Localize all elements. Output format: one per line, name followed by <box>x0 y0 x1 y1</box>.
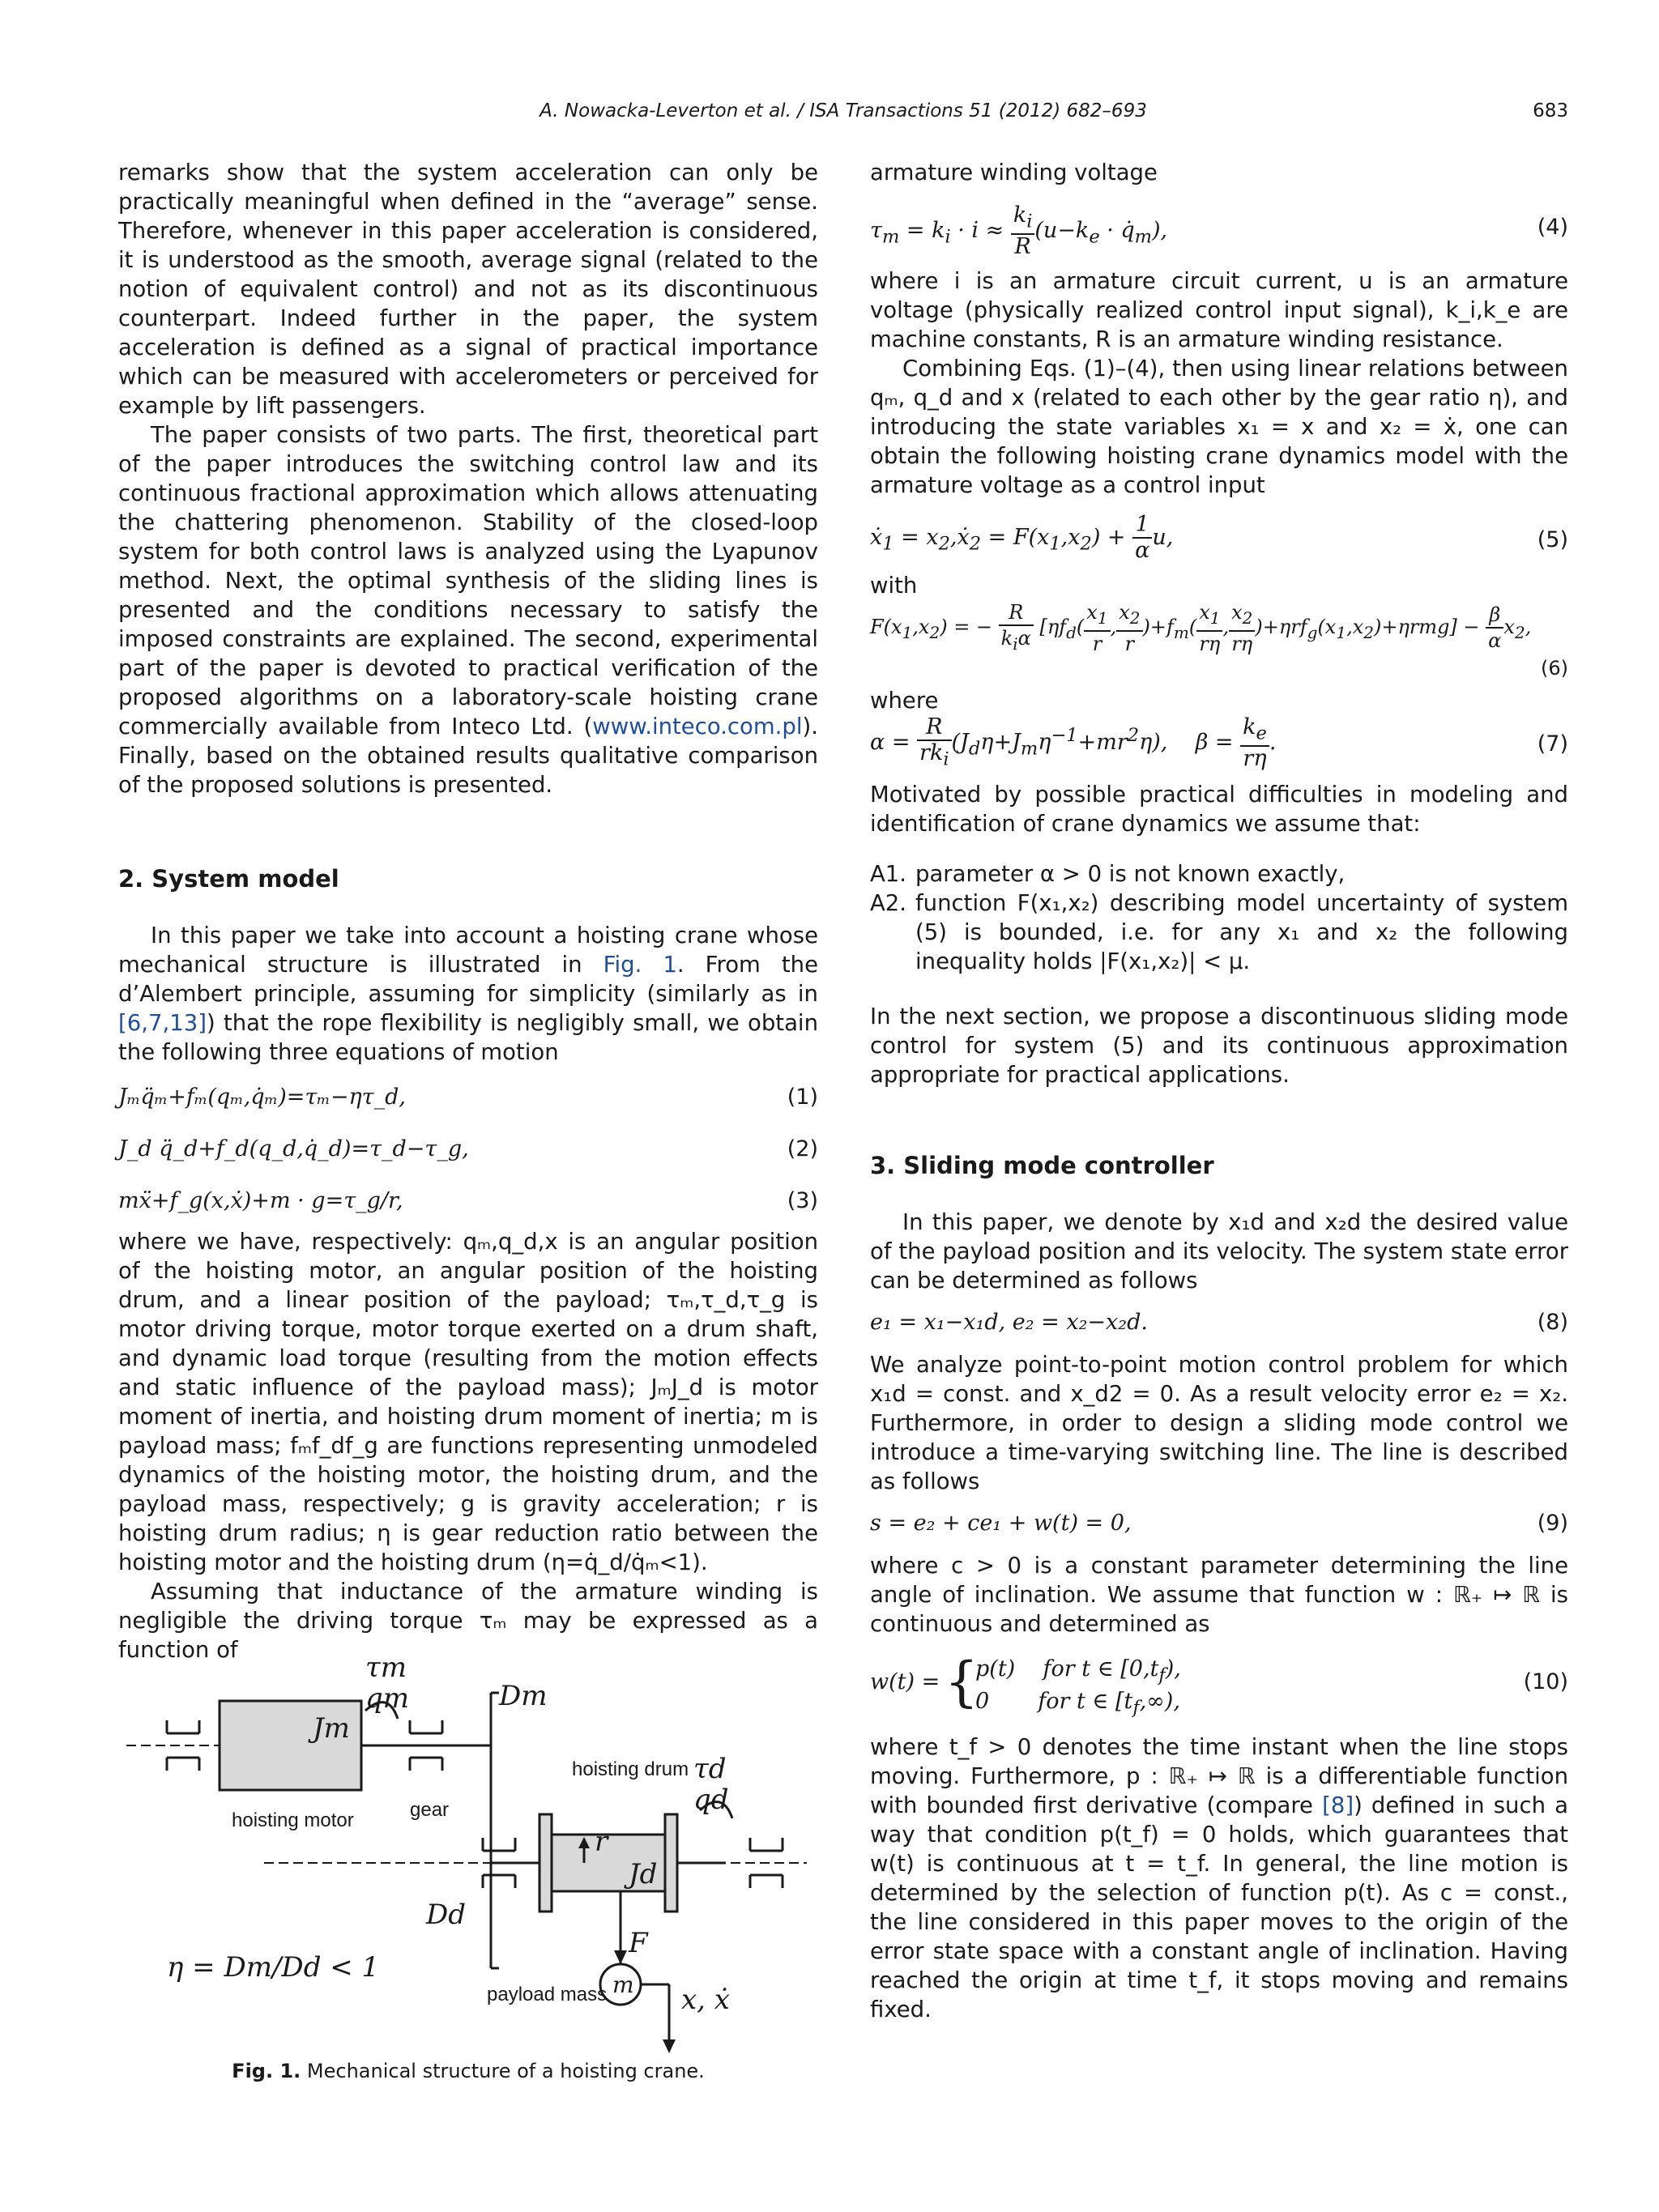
figure-link[interactable]: Fig. 1 <box>603 952 677 978</box>
paragraph: In this paper we take into account a hoisting crane whose mechanical structure is illustrated in Fig. 1. From the d’Alembert principle, assuming for simplicity (similarly as in [6,7,13]) that the rope flexibility is negligibly small, we obtain the following three equations of motion <box>118 923 818 1065</box>
equation-10: w(t) = { p(t) for t ∈ $[0,t_f)$, 0 for t ∈ $[t_f,\infty)$, (10) <box>870 1651 1568 1719</box>
list-item: A1. parameter α > 0 is not known exactly, <box>870 861 1346 887</box>
equation-1: Jₘq̈ₘ+fₘ(qₘ,q̇ₘ)=τₘ−ητ_d, (1) <box>118 1085 818 1110</box>
equation-7: α = $\frac{R}{rk_i}$ $(J_d\eta+J_m\eta^{-1}+mr^2\eta)$, β = $\frac{k_e}{r\eta}$ . (7) <box>870 714 1568 772</box>
label-q-m: qm <box>365 1682 410 1715</box>
label-gear: gear <box>410 1799 450 1821</box>
equation-9: s = e₂ + ce₁ + w(t) = 0, (9) <box>870 1511 1568 1536</box>
paragraph: Combining Eqs. (1)–(4), then using linear relations between qₘ, q_d and x (related to each other by the gear ratio η), and introducing the state variables x₁ = x and x₂ = ẋ, one can obtain the following hoisting crane dynamics model with the armature voltage as a control input <box>870 356 1568 498</box>
list-item: A2. function F(x₁,x₂) describing model uncertainty of system (5) is bounded, i.e. for any x₁ and x₂ the following inequality holds |F(x₁,x₂)| < μ. <box>870 890 1568 974</box>
label-q-d: qd <box>693 1784 729 1816</box>
paragraph: where <box>870 688 939 714</box>
running-title: A. Nowacka-Leverton et al. / ISA Transactions 51 (2012) 682–693 <box>539 100 1147 121</box>
paragraph: where i is an armature circuit current, u is an armature voltage (physically realized control input signal), k_i,k_e are machine constants, R is an armature winding resistance. <box>870 268 1568 352</box>
paragraph: where c > 0 is a constant parameter determining the line angle of inclination. We assume that function w : ℝ₊ ↦ ℝ is continuous and determined as <box>870 1553 1568 1637</box>
left-column <box>118 158 818 1664</box>
label-f: F <box>629 1927 648 1959</box>
paragraph: The paper consists of two parts. The first, theoretical part of the paper introduces the switching control law and its continuous fractional approximation which allows attenuating the chattering phenomenon. Stability of the closed-loop system for both control laws is analyzed using the Lyapunov method. Next, the optimal synthesis of the sliding lines is presented and the conditions necessary to satisfy the imposed constraints are explained. The second, experimental part of the paper is devoted to practical verification of the proposed algorithms on a laboratory-scale hoisting crane commercially available from Inteco Ltd. (www.inteco.com.pl). Finally, based on the obtained results qualitative comparison of the proposed solutions is presented. <box>118 422 818 798</box>
paragraph: where t_f > 0 denotes the time instant when the line stops moving. Furthermore, p : ℝ₊ ↦ ℝ is a differentiable function with bounded first derivative (compare [8]) defined in such a way that condition p(t_f) = 0 holds, which guarantees that w(t) is continuous at t = t_f. In general, the line motion is determined by the selection of function p(t). As c = const., the line considered in this paper moves to the origin of the error state space with a constant angle of inclination. Having reached the origin at time t_f, it stops moving and remains fixed. <box>870 1734 1568 2022</box>
figure-1 <box>118 1644 818 2090</box>
label-hoisting-drum: hoisting drum <box>572 1758 689 1780</box>
paragraph: with <box>870 573 918 599</box>
inteco-link[interactable]: www.inteco.com.pl <box>592 714 803 739</box>
label-eta-equation: η = Dm/Dd < 1 <box>167 1951 380 1984</box>
paragraph: remarks show that the system acceleration can only be practically meaningful when defined in the “average” sense. Therefore, whenever in this paper acceleration is considered, it is understood as the smooth, average signal (related to the notion of equivalent control) and not as its discontinuous counterpart. Indeed further in the paper, the system acceleration is defined as a signal of practical importance which can be measured with accelerometers or perceived for example by lift passengers. <box>118 160 818 419</box>
assumption-list <box>870 859 1568 976</box>
paragraph: In the next section, we propose a discontinuous sliding mode control for system (5) and its continuous approximation appropriate for practical applications. <box>870 1004 1568 1088</box>
reference-link[interactable]: [8] <box>1322 1792 1354 1818</box>
figure-caption: Fig. 1. Mechanical structure of a hoisting crane. <box>232 2060 705 2082</box>
section-title: 3. Sliding mode controller <box>870 1152 1214 1179</box>
reference-link[interactable]: [6,7,13] <box>118 1010 207 1036</box>
label-x: x, ẋ <box>681 1984 730 2016</box>
paragraph: where we have, respectively: qₘ,q_d,x is an angular position of the hoisting motor, an angular position of the hoisting drum, and a linear position of the payload; τₘ,τ_d,τ_g is motor driving torque, motor torque exerted on a drum shaft, and dynamic load torque (resulting from the motion effects and static influence of the payload mass); JₘJ_d is motor moment of inertia, and hoisting drum moment of inertia; m is payload mass; fₘf_df_g are functions representing unmodeled dynamics of the hoisting motor, the hoisting drum, and the payload mass, respectively; g is gravity acceleration; r is hoisting drum radius; η is gear reduction ratio between the hoisting motor and the hoisting drum (η=q̇_d/q̇ₘ<1). <box>118 1229 818 1575</box>
label-tau-m: τm <box>365 1652 407 1684</box>
page-number: 683 <box>1533 100 1568 121</box>
label-r: r <box>595 1826 608 1858</box>
equation-6: $F(x_1,x_2)$ = − $\frac{R}{k_i\alpha}$ [$\eta f_d$( $\frac{x_1}{r}$ , $\frac{x_2}{r}$ )$+f_m$( $\frac{x_1}{r\eta}$ , $\frac{x_2}{r\eta}$ )$+\eta rf_g(x_1,x_2)+\eta rmg$] − $\frac{\beta}{\alpha}$ $x_2$, (6) <box>870 601 1568 680</box>
equation-8: e₁ = x₁−x₁d, e₂ = x₂−x₂d. (8) <box>870 1310 1568 1335</box>
equation-4: $\tau_m = k_i \cdot i$ ≈ $\frac{k_i}{R}$ ($u-k_e$ · $q̇_m$), (4) <box>870 202 1568 260</box>
equation-5: ẋ$_1$ = $x_2,ẋ_2 = F(x_1,x_2)$ + $\frac{1}{\alpha}$ u, (5) <box>870 512 1568 563</box>
label-j-m: Jm <box>313 1712 350 1745</box>
crane-diagram <box>118 1644 818 2057</box>
paragraph: We analyze point-to-point motion control problem for which x₁d = const. and x_d2 = 0. As a result velocity error e₂ = x₂. Furthermore, in order to design a sliding mode control we introduce a time-varying switching line. The line is described as follows <box>870 1352 1568 1494</box>
label-payload-mass: payload mass <box>487 1984 608 2005</box>
paragraph: Motivated by possible practical difficulties in modeling and identification of crane dynamics we assume that: <box>870 782 1568 837</box>
label-hoisting-motor: hoisting motor <box>232 1809 354 1831</box>
paragraph: armature winding voltage <box>870 160 1158 185</box>
paragraph: In this paper, we denote by x₁d and x₂d the desired value of the payload position and its velocity. The system state error can be determined as follows <box>870 1209 1568 1294</box>
running-header <box>118 97 1568 130</box>
label-m: m <box>612 1971 634 1998</box>
equation-2: J_d q̈_d+f_d(q_d,q̇_d)=τ_d−τ_g, (2) <box>118 1136 818 1161</box>
paragraph: Assuming that inductance of the armature winding is negligible the driving torque τₘ may be expressed as a function of <box>118 1579 818 1663</box>
equation-3: mẍ+f_g(x,ẋ)+m · g=τ_g/r, (3) <box>118 1188 818 1213</box>
label-tau-d: τd <box>693 1753 727 1785</box>
section-title: 2. System model <box>118 865 339 893</box>
label-d-m: Dm <box>499 1680 548 1712</box>
label-d-d: Dd <box>426 1899 467 1931</box>
right-column <box>870 158 1568 2024</box>
label-j-d: Jd <box>629 1858 658 1890</box>
